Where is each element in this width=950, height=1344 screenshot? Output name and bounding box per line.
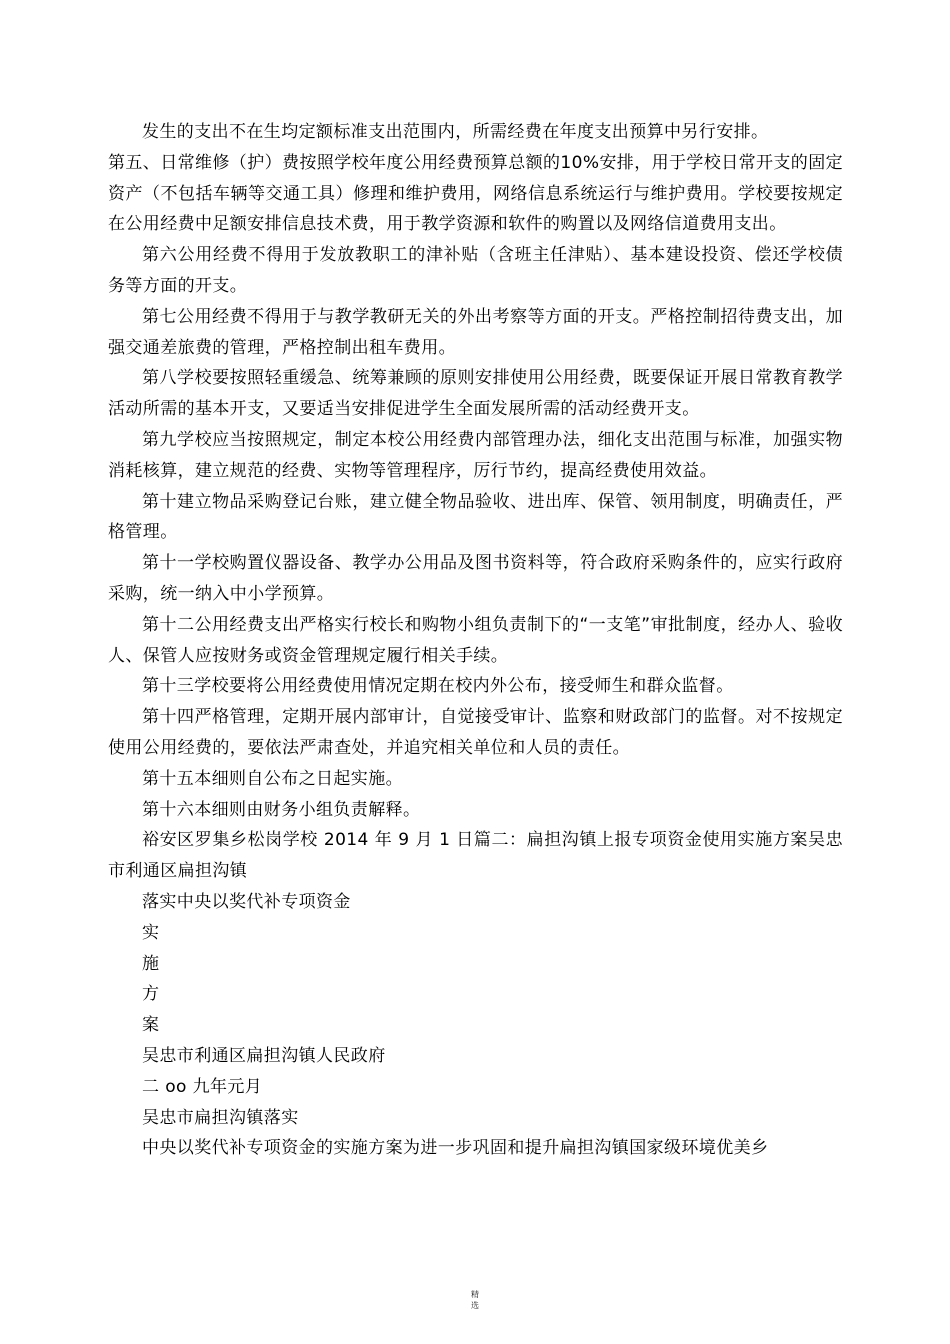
paragraph-article-5: 第五、日常维修（护）费按照学校年度公用经费预算总额的10%安排，用于学校日常开支的固定资产（不包括车辆等交通工具）修理和维护费用，网络信息系统运行与维护费用。学校要按规定在公用经费中足额安排信息技术费，用于教学资源和软件的购置以及网络信道费用支出。 <box>108 152 843 235</box>
paragraph-plan-title-line: 落实中央以奖代补专项资金 <box>142 891 351 912</box>
document-body <box>108 117 843 1164</box>
footer-line-1: 精 <box>471 1290 479 1299</box>
paragraph-article-11: 第十一学校购置仪器设备、教学办公用品及图书资料等，符合政府采购条件的，应实行政府采购，统一纳入中小学预算。 <box>108 553 843 604</box>
paragraph-article-15: 第十五本细则自公布之日起实施。 <box>142 768 403 789</box>
paragraph-title-char-3: 方 <box>142 984 160 1005</box>
paragraph-article-14: 第十四严格管理，定期开展内部审计，自觉接受审计、监察和财政部门的监督。对不按规定使用公用经费的，要依法严肃查处，并追究相关单位和人员的责任。 <box>108 707 843 758</box>
paragraph-article-8: 第八学校要按照轻重缓急、统筹兼顾的原则安排使用公用经费，既要保证开展日常教育教学活动所需的基本开支，又要适当安排促进学生全面发展所需的活动经费开支。 <box>108 368 843 420</box>
paragraph-article-13: 第十三学校要将公用经费使用情况定期在校内外公布，接受师生和群众监督。 <box>142 676 734 697</box>
paragraph-subtitle: 吴忠市扁担沟镇落实 <box>142 1107 299 1128</box>
paragraph-article-10: 第十建立物品采购登记台账，建立健全物品验收、进出库、保管、领用制度，明确责任，严格管理。 <box>108 491 843 543</box>
paragraph-article-12: 第十二公用经费支出严格实行校长和购物小组负责制下的“一支笔”审批制度，经办人、验收人、保管人应按财务或资金管理规定履行相关手续。 <box>108 614 843 666</box>
paragraph-date: 二 oo 九年元月 <box>142 1076 263 1097</box>
paragraph-article-16: 第十六本细则由财务小组负责解释。 <box>142 799 421 820</box>
page-footer <box>460 1289 490 1311</box>
paragraph-article-6: 第六公用经费不得用于发放教职工的津补贴（含班主任津贴）、基本建设投资、偿还学校债务等方面的开支。 <box>108 245 843 296</box>
paragraph-budget-note: 发生的支出不在生均定额标准支出范围内，所需经费在年度支出预算中另行安排。 <box>142 122 769 142</box>
paragraph-article-9: 第九学校应当按照规定，制定本校公用经费内部管理办法，细化支出范围与标准，加强实物消耗核算，建立规范的经费、实物等管理程序，厉行节约，提高经费使用效益。 <box>108 429 843 481</box>
footer-line-2: 选 <box>471 1301 479 1310</box>
paragraph-title-char-4: 案 <box>142 1015 160 1036</box>
paragraph-title-char-1: 实 <box>142 922 160 943</box>
paragraph-plan-intro: 中央以奖代补专项资金的实施方案为进一步巩固和提升扁担沟镇国家级环境优美乡 <box>142 1138 769 1159</box>
paragraph-signature-and-next-title: 裕安区罗集乡松岗学校 2014 年 9 月 1 日篇二：扁担沟镇上报专项资金使用实施方案吴忠市利通区扁担沟镇 <box>108 830 843 882</box>
paragraph-title-char-2: 施 <box>142 953 160 974</box>
paragraph-issuer: 吴忠市利通区扁担沟镇人民政府 <box>142 1045 386 1066</box>
paragraph-article-7: 第七公用经费不得用于与教学教研无关的外出考察等方面的开支。严格控制招待费支出，加强交通差旅费的管理，严格控制出租车费用。 <box>108 306 843 358</box>
